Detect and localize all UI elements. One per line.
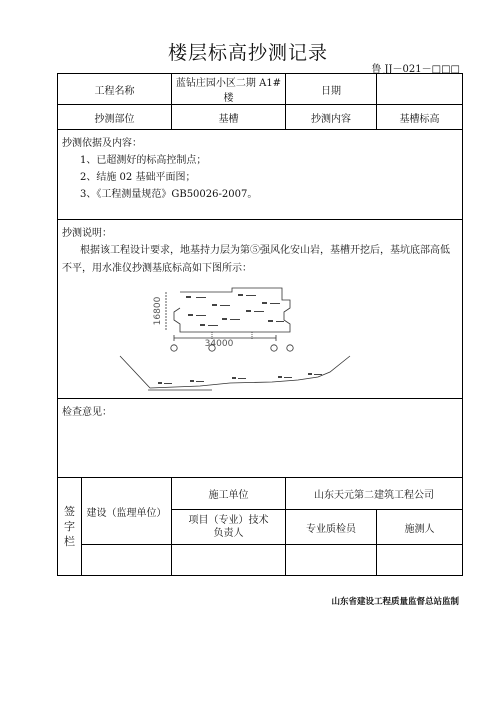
contractor-name: 山东天元第二建筑工程公司 <box>286 478 463 510</box>
section-elevation-marks <box>158 373 322 384</box>
document-number: 鲁 JJ－021－□□□ <box>371 64 460 75</box>
project-name-label: 工程名称 <box>58 74 172 105</box>
date-value[interactable] <box>377 74 463 105</box>
sign-column-label: 签字栏 <box>58 478 82 576</box>
surveyor-signature[interactable] <box>377 545 463 576</box>
owner-signature[interactable] <box>82 545 172 576</box>
height-dimension: 16800 <box>153 296 163 326</box>
tech-lead-signature[interactable] <box>172 545 286 576</box>
row-basis <box>58 130 463 220</box>
row-sign-1 <box>58 478 463 510</box>
footer-supervisor: 山东省建设工程质量监督总站监制 <box>331 597 459 607</box>
surveyor-label: 施测人 <box>377 510 463 545</box>
content-value[interactable]: 基槽标高 <box>377 105 463 130</box>
project-name-value[interactable]: 蓝钻庄园小区二期 A1#楼 <box>172 74 286 105</box>
owner-label: 建设（监理单位） <box>82 478 172 545</box>
survey-drawing <box>62 280 458 398</box>
explain-heading: 抄测说明： <box>62 228 112 239</box>
page-title: 楼层标高抄测记录 <box>167 42 328 64</box>
content-label: 抄测内容 <box>286 105 377 130</box>
contractor-label: 施工单位 <box>172 478 286 510</box>
row-part <box>58 105 463 130</box>
record-form <box>57 73 463 576</box>
explain-text: 根据该工程设计要求，地基持力层为第⑤强风化安山岩，基槽开挖后，基坑底部高低不平，用水准仪抄测基底标高如下图所示： <box>62 245 450 274</box>
row-check <box>58 399 463 478</box>
part-label: 抄测部位 <box>58 105 172 130</box>
basis-cell <box>58 130 463 220</box>
basis-item: 3、《工程测量规范》GB50026-2007。 <box>80 189 258 200</box>
row-project <box>58 74 463 105</box>
qc-label: 专业质检员 <box>286 510 377 545</box>
width-dimension: 34000 <box>204 339 234 349</box>
basis-heading: 抄测依据及内容： <box>62 138 142 149</box>
explain-cell <box>58 220 463 399</box>
tech-lead-label: 项目（专业）技术负责人 <box>172 510 286 545</box>
row-explain <box>58 220 463 399</box>
elevation-marks <box>186 294 284 326</box>
basis-item: 1、已超测好的标高控制点； <box>80 155 207 166</box>
qc-signature[interactable] <box>286 545 377 576</box>
section-profile <box>120 356 350 390</box>
date-label: 日期 <box>286 74 377 105</box>
row-sign-3 <box>58 545 463 576</box>
check-heading: 检查意见： <box>62 407 112 418</box>
check-cell[interactable] <box>58 399 463 478</box>
basis-item: 2、结施 02 基础平面图； <box>80 172 196 183</box>
part-value[interactable]: 基槽 <box>172 105 286 130</box>
